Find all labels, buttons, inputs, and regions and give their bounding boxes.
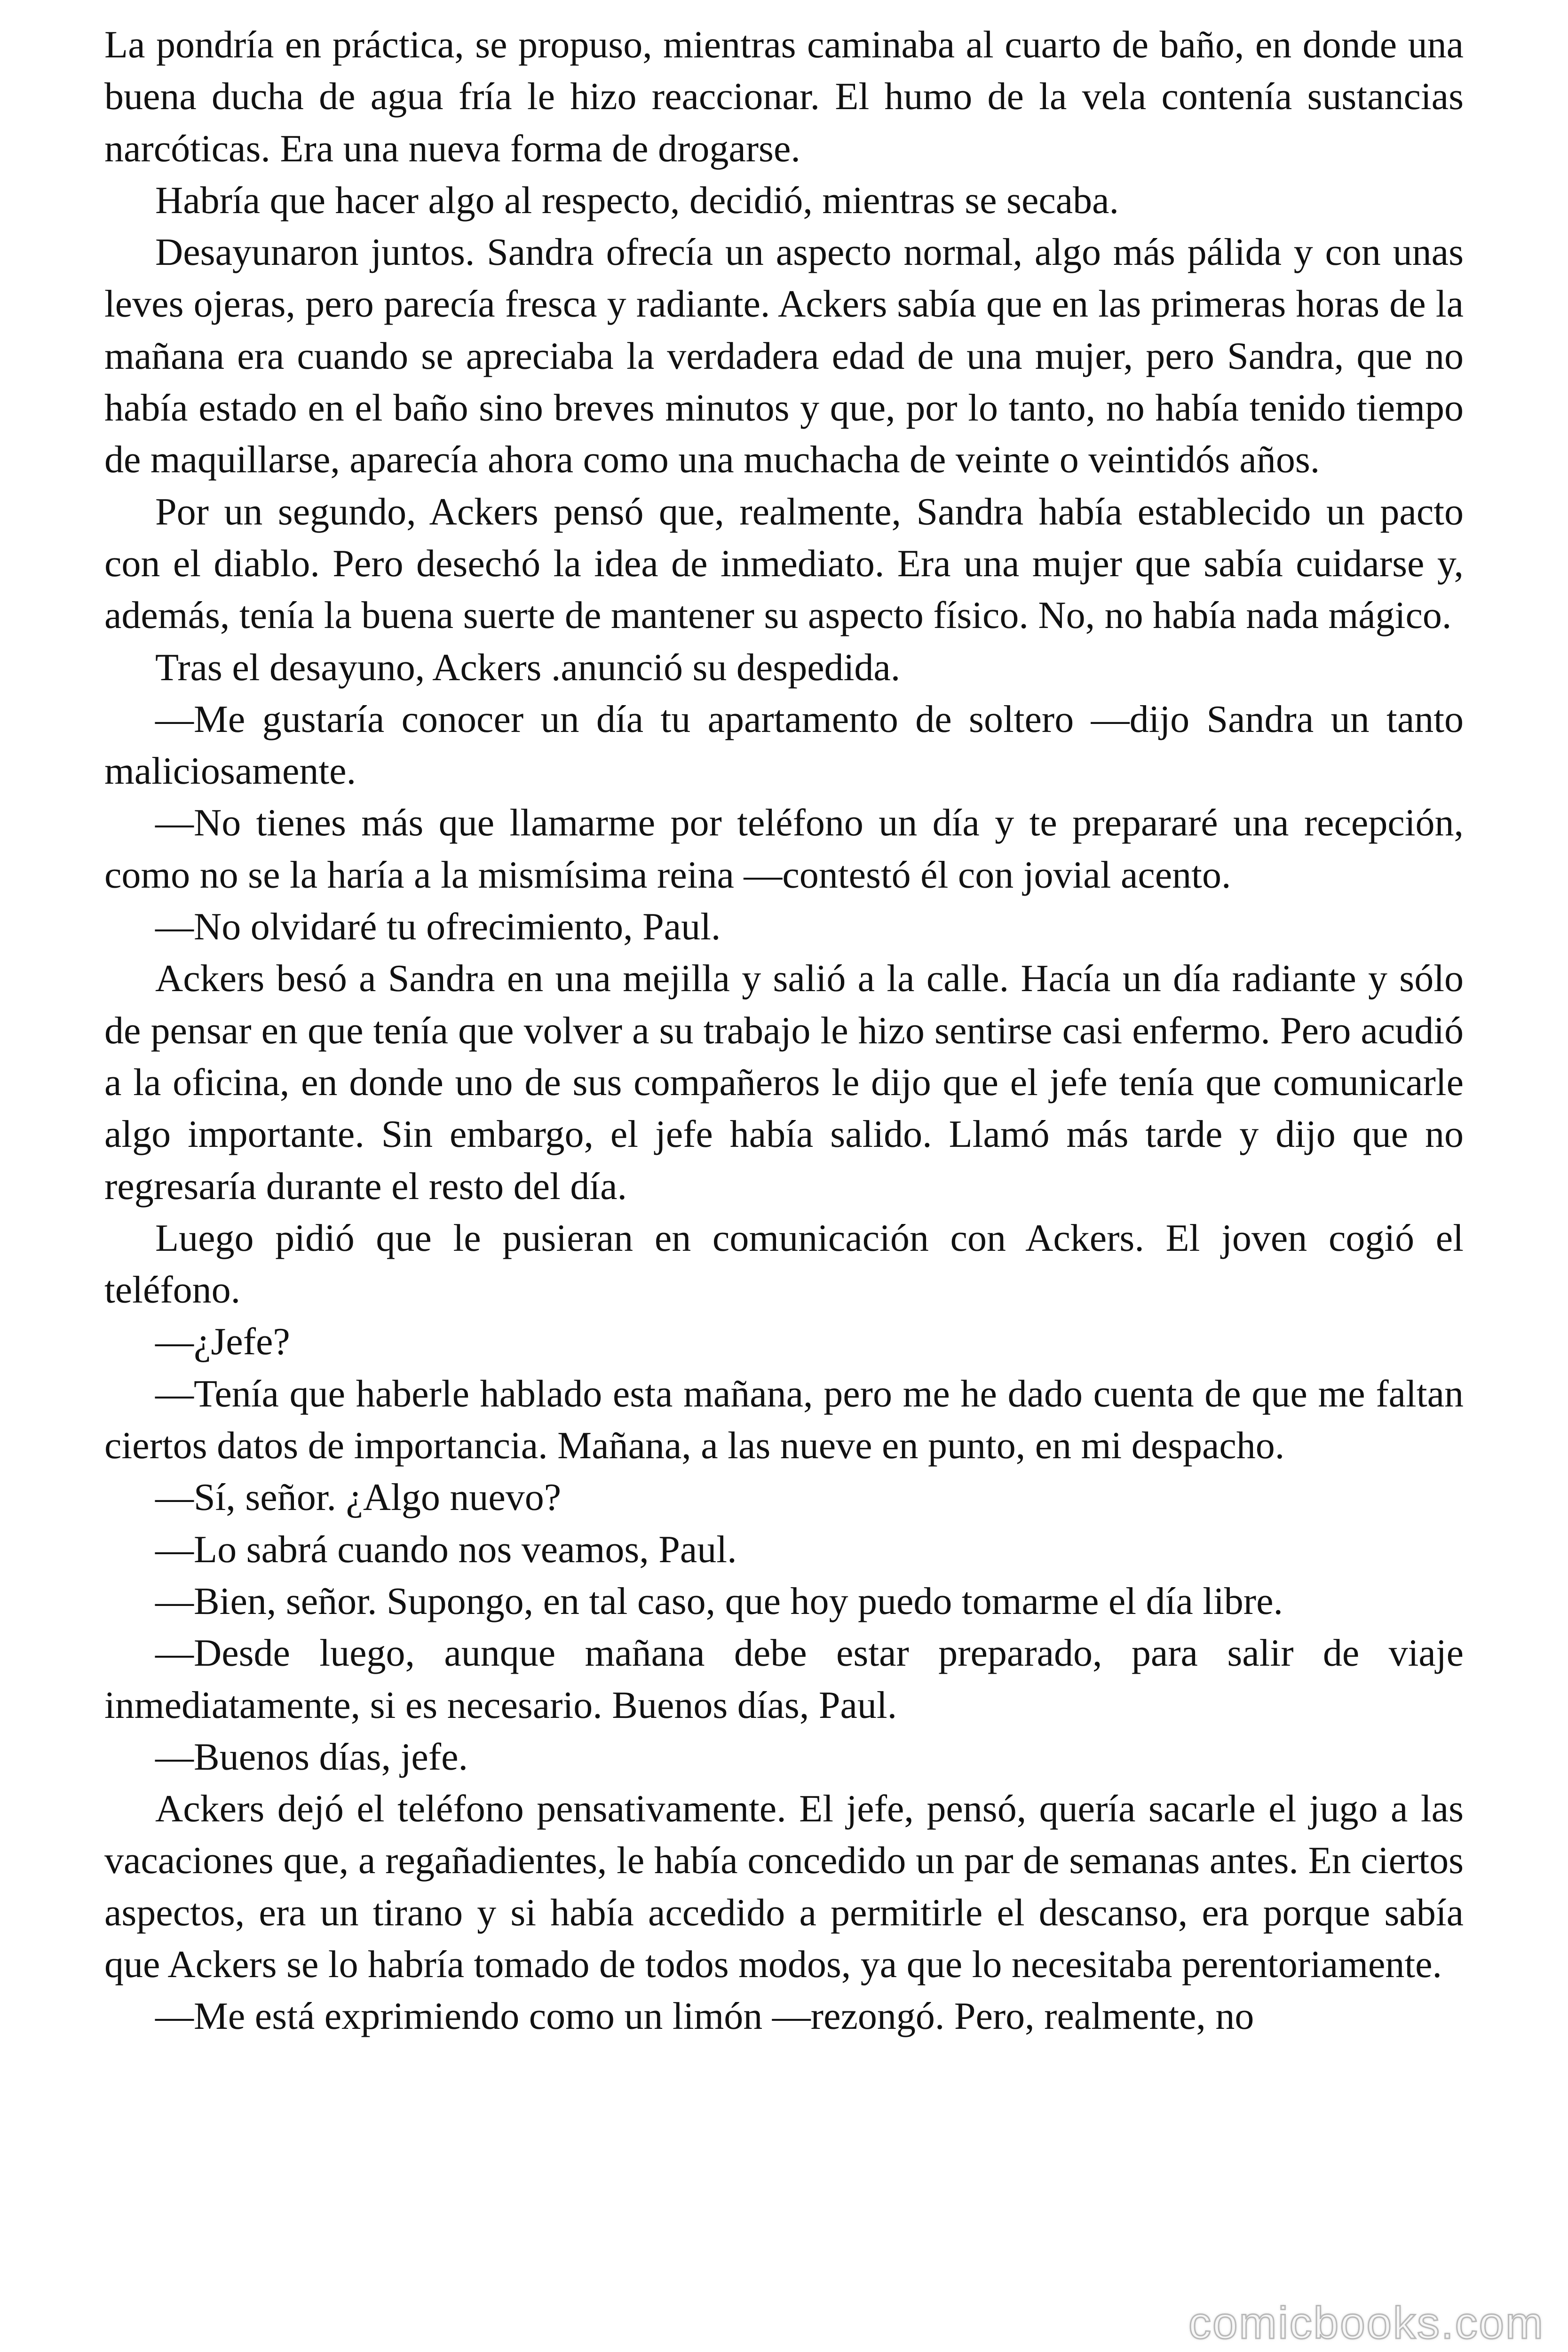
paragraph: —No olvidaré tu ofrecimiento, Paul.	[155, 905, 721, 948]
paragraph: Ackers besó a Sandra en una mejilla y salió a la calle. Hacía un día radiante y sólo de pensar en que tenía que volver a su trabajo le hizo sentirse casi enfermo. Pero acudió a la oficina, en donde uno de sus compañeros le dijo que el jefe tenía que comunicarle algo importante. Sin embargo, el jefe había salido. Llamó más tarde y dijo que no regresaría durante el resto del día.	[104, 957, 1464, 1208]
paragraph: Tras el desayuno, Ackers .anunció su despedida.	[155, 645, 901, 689]
paragraph: —Lo sabrá cuando nos veamos, Paul.	[155, 1527, 737, 1571]
paragraph: Luego pidió que le pusieran en comunicación con Ackers. El joven cogió el teléfono.	[104, 1216, 1464, 1311]
page-text	[104, 19, 1464, 2042]
paragraph: Por un segundo, Ackers pensó que, realmente, Sandra había establecido un pacto con el diablo. Pero desechó la idea de inmediato. Era una mujer que sabía cuidarse y, además, tenía la buena suerte de mantener su aspecto físico. No, no había nada mágico.	[104, 490, 1464, 637]
paragraph: Ackers dejó el teléfono pensativamente. El jefe, pensó, quería sacarle el jugo a las vacaciones que, a regañadientes, le había concedido un par de semanas antes. En ciertos aspectos, era un tirano y si había accedido a permitirle el descanso, era porque sabía que Ackers se lo habría tomado de todos modos, ya que lo necesitaba perentoriamente.	[104, 1787, 1464, 1986]
paragraph: —Desde luego, aunque mañana debe estar preparado, para salir de viaje inmediatamente, si es necesario. Buenos días, Paul.	[104, 1631, 1464, 1726]
paragraph: La pondría en práctica, se propuso, mientras caminaba al cuarto de baño, en donde una buena ducha de agua fría le hizo reaccionar. El humo de la vela contenía sustancias narcóticas. Era una nueva forma de drogarse.	[104, 23, 1464, 170]
paragraph: —Bien, señor. Supongo, en tal caso, que hoy puedo tomarme el día libre.	[155, 1579, 1283, 1622]
watermark: comicbooks.com	[1188, 2298, 1544, 2348]
paragraph: —No tienes más que llamarme por teléfono un día y te prepararé una recepción, como no se la haría a la mismísima reina —contestó él con jovial acento.	[104, 801, 1464, 896]
paragraph: —¿Jefe?	[155, 1320, 290, 1363]
paragraph: —Buenos días, jefe.	[155, 1735, 468, 1778]
paragraph: Habría que hacer algo al respecto, decidió, mientras se secaba.	[155, 178, 1119, 222]
paragraph: —Sí, señor. ¿Algo nuevo?	[155, 1476, 562, 1519]
paragraph: Desayunaron juntos. Sandra ofrecía un aspecto normal, algo más pálida y con unas leves ojeras, pero parecía fresca y radiante. Ackers sabía que en las primeras horas de la mañana era cuando se apreciaba la verdadera edad de una mujer, pero Sandra, que no había estado en el baño sino breves minutos y que, por lo tanto, no había tenido tiempo de maquillarse, aparecía ahora como una muchacha de veinte o veintidós años.	[104, 230, 1464, 481]
paragraph: —Me está exprimiendo como un limón —rezongó. Pero, realmente, no	[155, 1994, 1254, 2038]
paragraph: —Me gustaría conocer un día tu apartamento de soltero —dijo Sandra un tanto maliciosamente.	[104, 697, 1464, 793]
paragraph: —Tenía que haberle hablado esta mañana, pero me he dado cuenta de que me faltan ciertos datos de importancia. Mañana, a las nueve en punto, en mi despacho.	[104, 1372, 1464, 1467]
